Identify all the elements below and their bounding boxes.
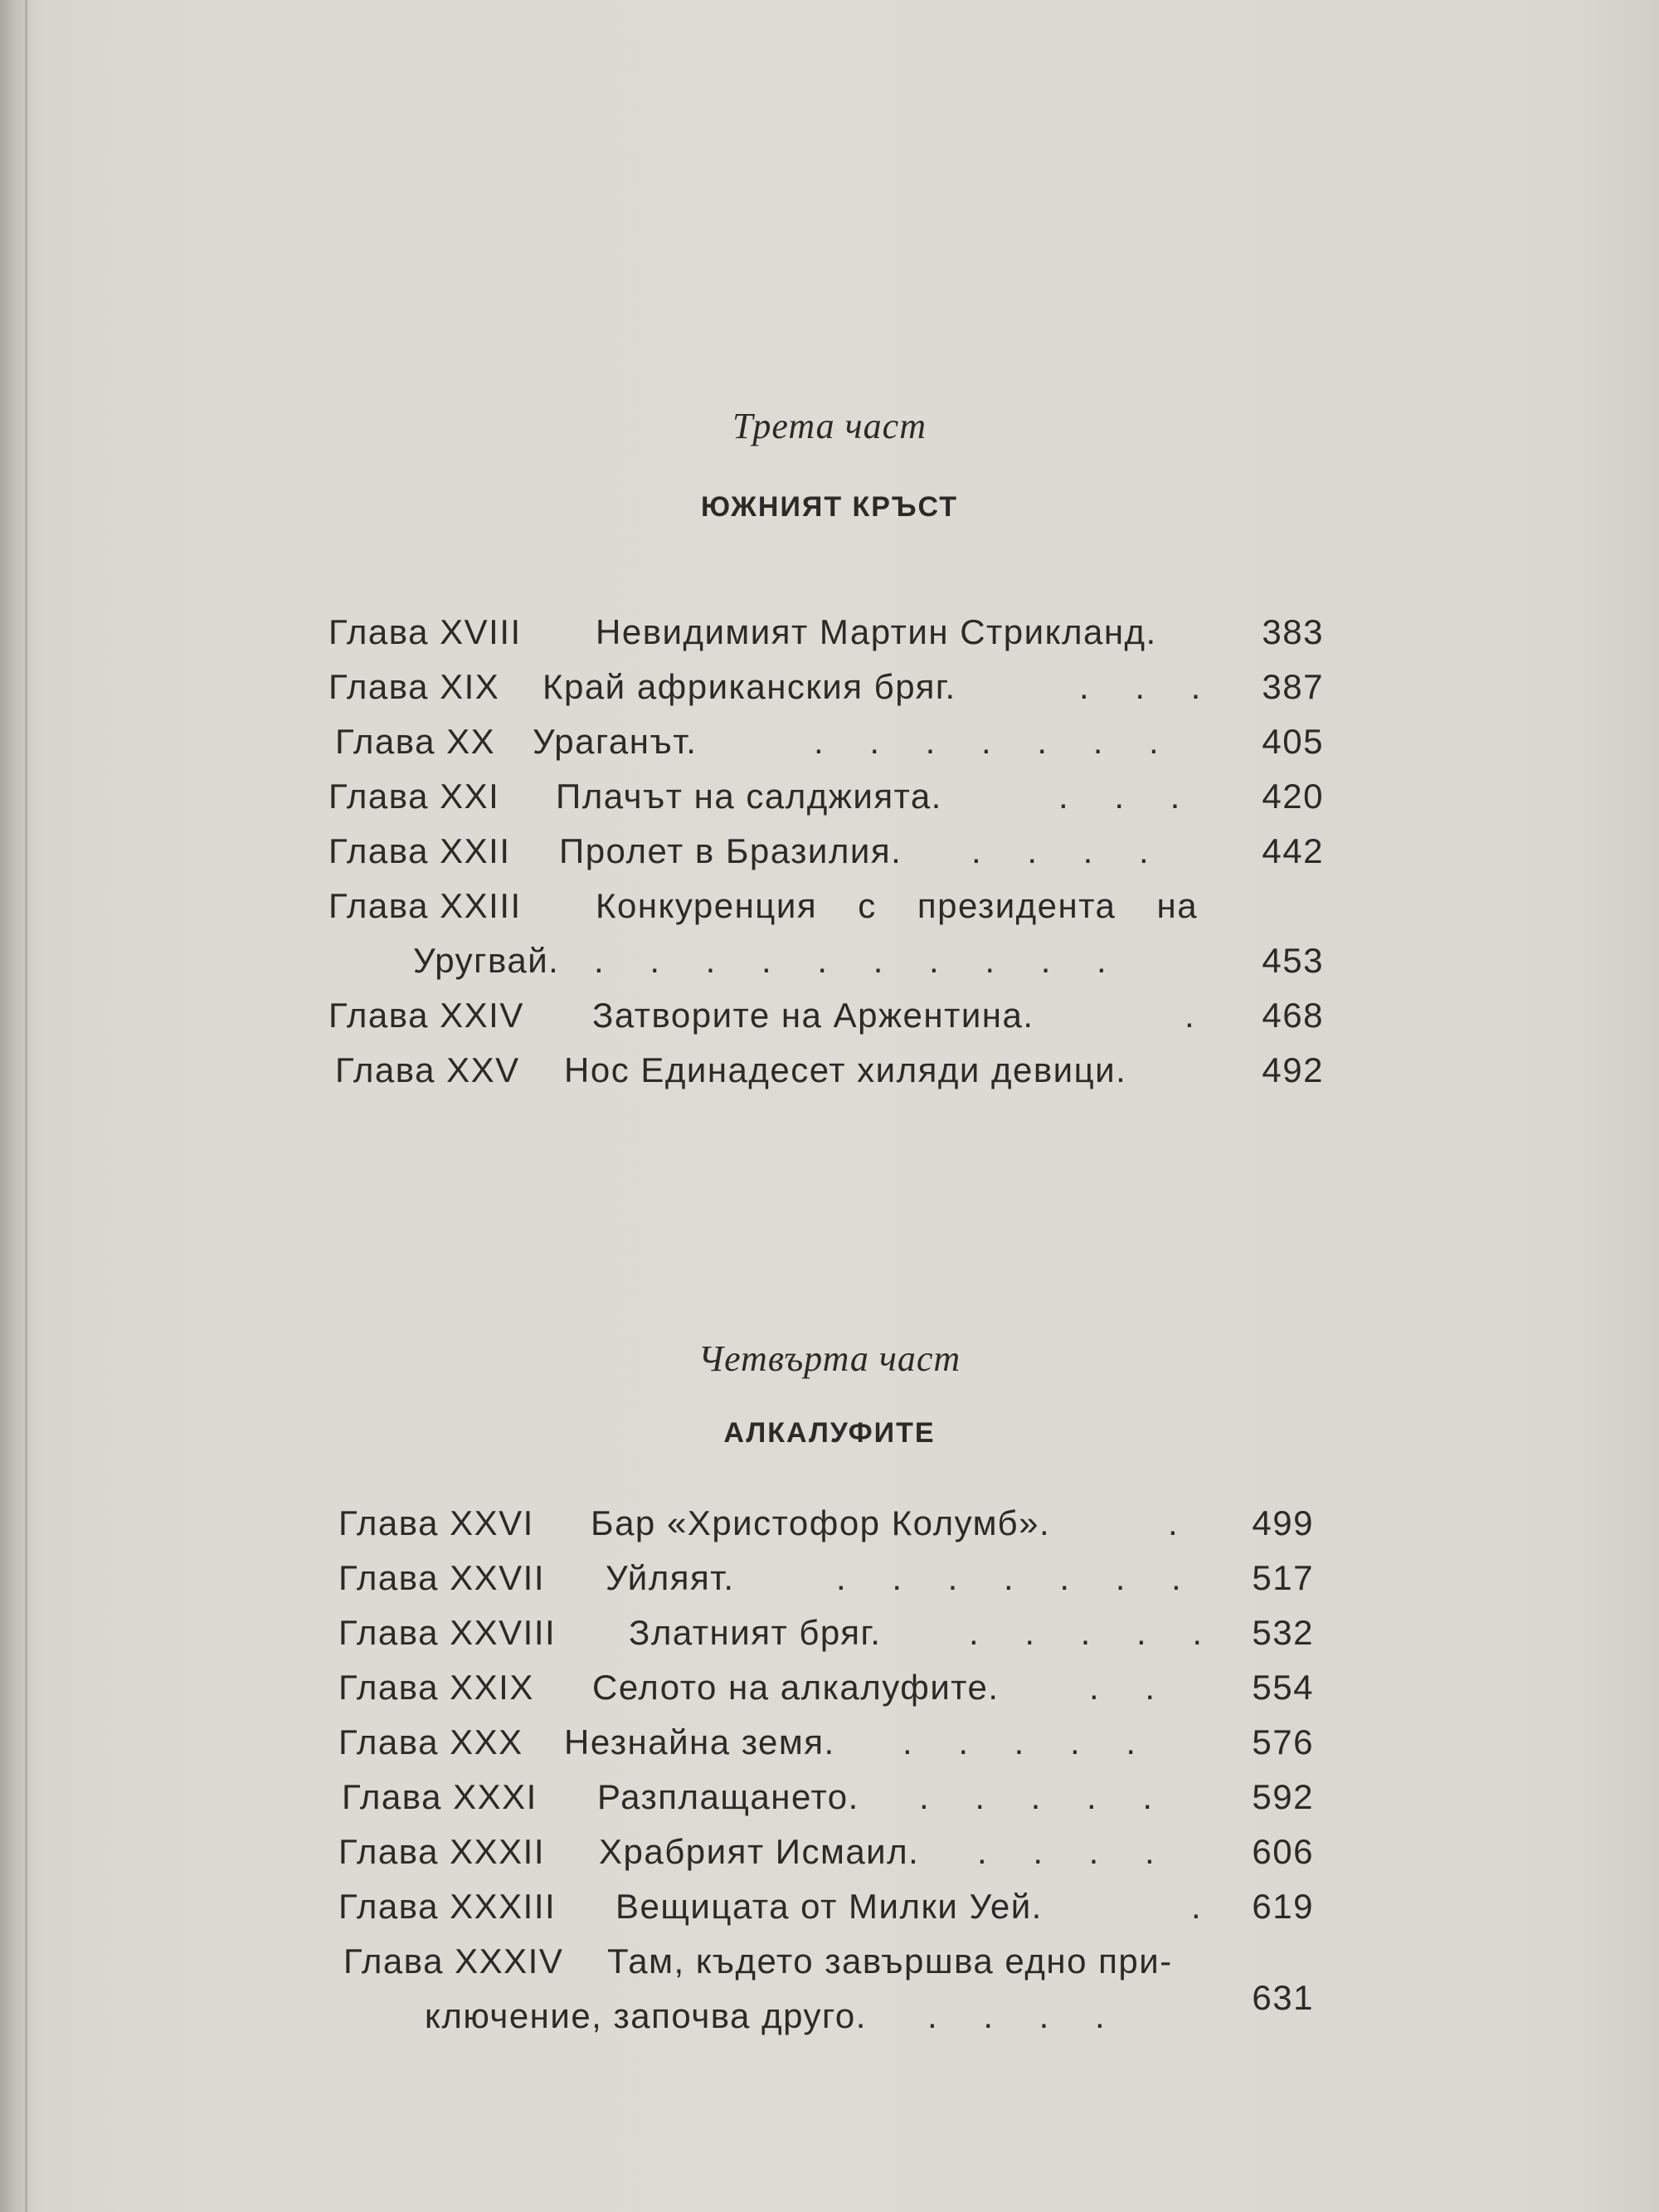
chapter-title: Уйляят. [606, 1558, 735, 1597]
chapter-number: Глава XXIX [338, 1668, 534, 1707]
page-number: 453 [1262, 941, 1324, 980]
chapter-number: Глава XXXI [342, 1777, 538, 1816]
page-number: 554 [1252, 1668, 1314, 1707]
leader-dots: . . . . [971, 831, 1167, 870]
leader-dots: . . . . . . . [814, 722, 1177, 761]
page-number: 576 [1252, 1722, 1314, 1761]
chapter-title: ключение, започва друго. [425, 1996, 867, 2035]
toc-entry [338, 1722, 1314, 1777]
toc-entry [328, 1050, 1324, 1105]
chapter-title: Храбрият Исмаил. [599, 1832, 920, 1871]
part3-label: Трета част [732, 406, 927, 446]
toc-entry [338, 1887, 1314, 1942]
chapter-title: Затворите на Аржентина. [592, 996, 1034, 1035]
toc-entry [343, 1942, 1319, 1996]
chapter-title: Уругвай. [413, 941, 560, 980]
part4-label: Четвърта част [698, 1338, 961, 1379]
chapter-title: Ураганът. [533, 722, 698, 761]
leader-dots: . . . [1079, 667, 1219, 706]
toc-entry [338, 1558, 1314, 1613]
leader-dots: . [1191, 1887, 1219, 1926]
chapter-title: Златният бряг. [629, 1613, 882, 1652]
chapter-title: Невидимият Мартин Стрикланд. [596, 612, 1157, 651]
toc-entry [328, 996, 1324, 1050]
toc-entry [328, 722, 1324, 777]
chapter-title: Вещицата от Милки Уей. [615, 1887, 1043, 1926]
page-number: 606 [1252, 1832, 1314, 1871]
page-number: 405 [1262, 722, 1324, 761]
leader-dots: . . . . . . . . . . [594, 941, 1125, 980]
page-number: 468 [1262, 996, 1324, 1035]
chapter-title: Там, където завършва едно при- [607, 1942, 1173, 1981]
page-number: 420 [1262, 777, 1324, 816]
leader-dots: . . . . [927, 1996, 1123, 2035]
chapter-number: Глава XX [335, 722, 496, 761]
page-number: 631 [1252, 1978, 1314, 2017]
page-number: 492 [1262, 1050, 1324, 1089]
chapter-number: Глава XXII [328, 831, 511, 870]
page-number: 499 [1252, 1503, 1314, 1542]
part3-title: ЮЖНИЯТ КРЪСТ [700, 491, 959, 523]
page-number: 387 [1262, 667, 1324, 706]
chapter-number: Глава XIX [328, 667, 500, 706]
chapter-title: Разплащането. [597, 1777, 859, 1816]
chapter-title: Незнайна земя. [564, 1722, 835, 1761]
leader-dots: . [1185, 996, 1213, 1035]
page-number: 383 [1262, 612, 1324, 651]
page-number: 517 [1252, 1558, 1314, 1597]
leader-dots: . . . . . . . [836, 1558, 1199, 1597]
toc-entry [338, 1668, 1314, 1722]
toc-entry [328, 886, 1324, 941]
leader-dots: . . . [1058, 777, 1199, 816]
chapter-title: Нос Единадесет хиляди девици. [564, 1050, 1127, 1089]
chapter-number: Глава XXVI [338, 1503, 534, 1542]
part4-toc [338, 1503, 1314, 2051]
toc-entry [328, 941, 1324, 996]
toc-entry [328, 777, 1324, 831]
chapter-number: Глава XXVIII [338, 1613, 557, 1652]
leader-dots: . . . . [977, 1832, 1173, 1871]
page-number: 592 [1252, 1777, 1314, 1816]
chapter-number: Глава XXI [328, 777, 500, 816]
chapter-number: Глава XXV [335, 1050, 520, 1089]
part3-toc [328, 612, 1324, 1105]
chapter-title: Край африканския бряг. [542, 667, 956, 706]
toc-entry [328, 612, 1324, 667]
chapter-number: Глава XXXIII [338, 1887, 557, 1926]
page-number: 619 [1252, 1887, 1314, 1926]
book-spine [25, 0, 27, 2212]
toc-entry [338, 1613, 1314, 1668]
chapter-number: Глава XXXIV [343, 1942, 564, 1981]
chapter-title: Бар «Христофор Колумб». [591, 1503, 1051, 1542]
leader-dots: . [1168, 1503, 1196, 1542]
toc-entry [338, 1978, 1314, 2051]
page-number: 442 [1262, 831, 1324, 870]
toc-entry [338, 1503, 1314, 1558]
toc-entry [338, 1777, 1314, 1832]
leader-dots: . . . . . [919, 1777, 1171, 1816]
part4-title: АЛКАЛУФИТЕ [723, 1417, 936, 1449]
chapter-number: Глава XXIII [328, 886, 522, 925]
chapter-number: Глава XXXII [338, 1832, 545, 1871]
page-number: 532 [1252, 1613, 1314, 1652]
toc-entry [338, 1832, 1314, 1887]
leader-dots: . . . . . [902, 1722, 1155, 1761]
chapter-title: Пролет в Бразилия. [559, 831, 902, 870]
leader-dots: . . . . . [969, 1613, 1221, 1652]
chapter-title: Селото на алкалуфите. [592, 1668, 1000, 1707]
chapter-number: Глава XVIII [328, 612, 522, 651]
chapter-title: Конкуренция с президента на [596, 886, 1199, 925]
chapter-number: Глава XXX [338, 1722, 523, 1761]
toc-entry [328, 831, 1324, 886]
chapter-number: Глава XXVII [338, 1558, 545, 1597]
toc-entry [328, 667, 1324, 722]
chapter-title: Плачът на салджията. [556, 777, 942, 816]
chapter-number: Глава XXIV [328, 996, 524, 1035]
leader-dots: . . [1089, 1668, 1174, 1707]
